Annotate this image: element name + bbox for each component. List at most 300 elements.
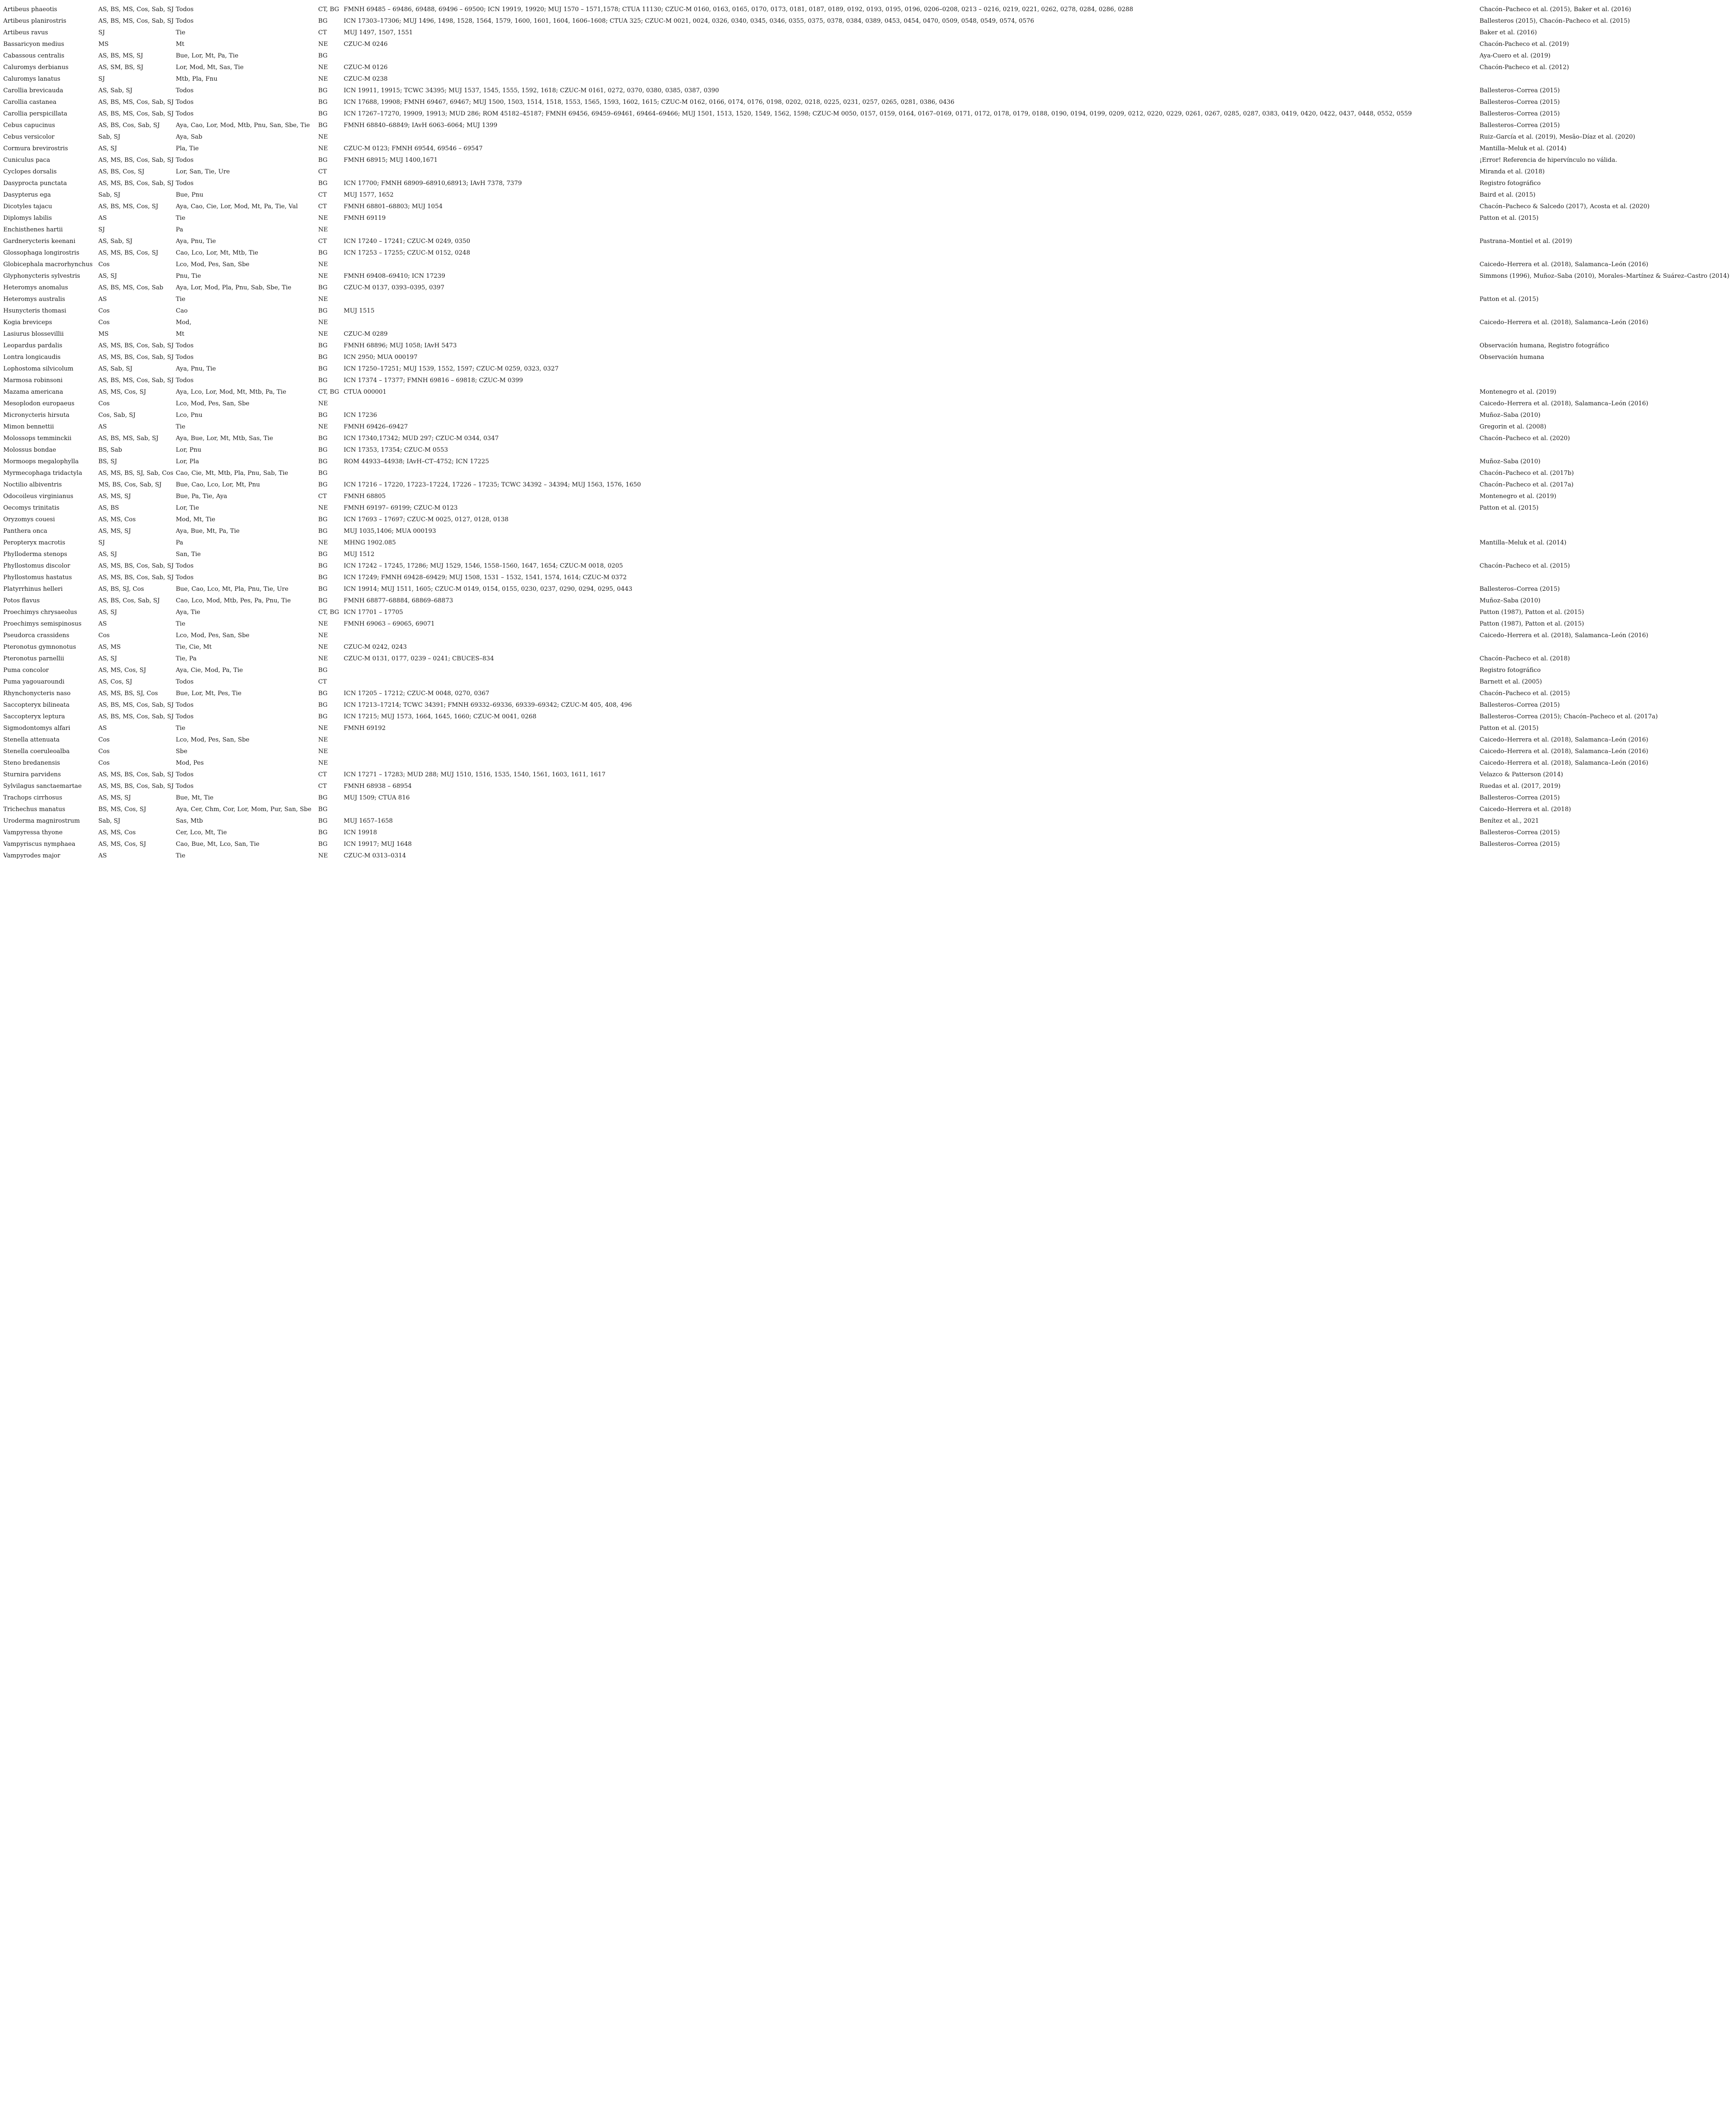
category-cell: BG (318, 551, 328, 558)
species-cell: Gardnerycteris keenani (3, 238, 76, 245)
habitats-cell: Mod, (176, 319, 192, 326)
habitats-cell: Aya, Pnu, Tie (176, 365, 216, 372)
species-cell: Phylloderma stenops (3, 551, 67, 558)
table-row (0, 178, 1736, 189)
category-cell: BG (318, 122, 328, 129)
habitats-cell: Todos (176, 110, 194, 117)
table-row (0, 352, 1736, 363)
species-cell: Cuniculus paca (3, 157, 50, 164)
category-cell: BG (318, 342, 328, 349)
category-cell: NE (318, 760, 328, 767)
category-cell: NE (318, 296, 328, 303)
species-cell: Artibeus ravus (3, 29, 48, 36)
references-cell: Chacón–Pacheco et al. (2017b) (1480, 470, 1574, 477)
table-row (0, 27, 1736, 38)
habitats-cell: Aya, Bue, Lor, Mt, Mtb, Sas, Tie (176, 435, 273, 442)
habitats-cell: Todos (176, 678, 194, 685)
table-row (0, 120, 1736, 131)
category-cell: CT (318, 493, 327, 500)
regions-cell: AS, Sab, SJ (98, 87, 133, 94)
table-row (0, 62, 1736, 73)
category-cell: BG (318, 99, 328, 106)
category-cell: BG (318, 377, 328, 384)
table-row (0, 131, 1736, 143)
vouchers-cell: ICN 17303–17306; MUJ 1496, 1498, 1528, 1564, 1579, 1600, 1601, 1604, 1606–1608; CTUA 325; CZUC-M 0021, 0024, 0326, 0340, 0345, 0346, 0355, 0375, 0378, 0384, 0389, 0453, 0454, 0470, 0509, 0548, 0549, 0574, 0576 (344, 18, 1034, 25)
category-cell: NE (318, 64, 328, 71)
table-row (0, 270, 1736, 282)
references-cell: Patton et al. (2015) (1480, 215, 1539, 222)
species-cell: Lasiurus blossevillii (3, 331, 64, 338)
table-row (0, 583, 1736, 595)
references-cell: Chacón–Pacheco et al. (2015) (1480, 690, 1570, 697)
species-cell: Carollia castanea (3, 99, 57, 106)
species-cell: Mazama americana (3, 389, 64, 396)
table-row (0, 711, 1736, 723)
species-cell: Cyclopes dorsalis (3, 168, 57, 175)
habitats-cell: Tie (176, 423, 186, 430)
table-row (0, 50, 1736, 62)
regions-cell: SJ (98, 76, 105, 83)
species-cell: Caluromys derbianus (3, 64, 69, 71)
category-cell: NE (318, 319, 328, 326)
vouchers-cell: FMNH 69197– 69199; CZUC-M 0123 (344, 505, 458, 512)
vouchers-cell: CZUC-M 0131, 0177, 0239 – 0241; CBUCES–834 (344, 655, 494, 662)
species-cell: Phyllostomus discolor (3, 563, 70, 569)
references-cell: Chacón–Pacheco & Salcedo (2017), Acosta et al. (2020) (1480, 203, 1650, 210)
regions-cell: Cos (98, 736, 110, 743)
regions-cell: AS, MS, BS, Cos, SJ (98, 249, 159, 256)
category-cell: BG (318, 110, 328, 117)
species-cell: Pteronotus parnellii (3, 655, 64, 662)
vouchers-cell: CZUC-M 0126 (344, 64, 388, 71)
category-cell: BG (318, 690, 328, 697)
references-cell: Registro fotográfico (1480, 180, 1541, 187)
habitats-cell: Todos (176, 377, 194, 384)
table-row (0, 433, 1736, 444)
regions-cell: SJ (98, 29, 105, 36)
table-row (0, 259, 1736, 270)
category-cell: BG (318, 528, 328, 535)
habitats-cell: Cao (176, 307, 188, 314)
habitats-cell: Todos (176, 342, 194, 349)
table-row (0, 792, 1736, 804)
category-cell: CT (318, 203, 327, 210)
species-cell: Vampyrodes major (3, 852, 60, 859)
regions-cell: AS, BS, MS, SJ (98, 52, 143, 59)
regions-cell: AS, MS, BS, Cos, Sab, SJ (98, 354, 174, 361)
table-row (0, 456, 1736, 467)
species-cell: Marmosa robinsoni (3, 377, 63, 384)
vouchers-cell: ICN 17205 – 17212; CZUC-M 0048, 0270, 0367 (344, 690, 490, 697)
habitats-cell: Todos (176, 783, 194, 790)
table-row (0, 491, 1736, 502)
habitats-cell: Lco, Mod, Pes, San, Sbe (176, 261, 250, 268)
species-cell: Peropteryx macrotis (3, 539, 65, 546)
category-cell: BG (318, 284, 328, 291)
category-cell: BG (318, 354, 328, 361)
regions-cell: AS (98, 423, 107, 430)
vouchers-cell: ICN 17213–17214; TCWC 34391; FMNH 69332–69336, 69339–69342; CZUC-M 405, 408, 496 (344, 702, 632, 709)
vouchers-cell: FMNH 69408–69410; ICN 17239 (344, 273, 445, 280)
species-cell: Sylvilagus sanctaemartae (3, 783, 82, 790)
references-cell: Patton (1987), Patton et al. (2015) (1480, 620, 1584, 627)
vouchers-cell: ICN 17253 – 17255; CZUC-M 0152, 0248 (344, 249, 470, 256)
references-cell: Baker et al. (2016) (1480, 29, 1537, 36)
species-cell: Puma concolor (3, 667, 49, 674)
references-cell: Ballesteros–Correa (2015) (1480, 829, 1560, 836)
species-cell: Vampyressa thyone (3, 829, 63, 836)
regions-cell: AS, MS, Cos, SJ (98, 389, 146, 396)
species-cell: Pteronotus gymnonotus (3, 644, 76, 651)
habitats-cell: Todos (176, 702, 194, 709)
vouchers-cell: ICN 19918 (344, 829, 377, 836)
category-cell: NE (318, 400, 328, 407)
category-cell: CT (318, 29, 327, 36)
category-cell: CT (318, 168, 327, 175)
habitats-cell: Todos (176, 354, 194, 361)
regions-cell: AS, MS, SJ (98, 794, 131, 801)
regions-cell: AS, MS, BS, SJ, Sab, Cos (98, 470, 173, 477)
references-cell: Patton et al. (2015) (1480, 505, 1539, 512)
habitats-cell: Bue, Cao, Lco, Lor, Mt, Pnu (176, 481, 260, 488)
references-cell: Velazco & Patterson (2014) (1480, 771, 1563, 778)
category-cell: CT, BG (318, 6, 340, 13)
habitats-cell: Cao, Bue, Mt, Lco, San, Tie (176, 841, 260, 848)
table-row (0, 143, 1736, 154)
table-row (0, 653, 1736, 665)
vouchers-cell: CZUC-M 0242, 0243 (344, 644, 407, 651)
table-row (0, 15, 1736, 27)
category-cell: BG (318, 249, 328, 256)
category-cell: BG (318, 470, 328, 477)
references-cell: Observación humana, Registro fotográfico (1480, 342, 1609, 349)
references-cell: Aya-Cuero et al. (2019) (1480, 52, 1550, 59)
table-row (0, 699, 1736, 711)
regions-cell: AS, Sab, SJ (98, 365, 133, 372)
habitats-cell: Tie (176, 852, 186, 859)
species-cell: Mormoops megalophylla (3, 458, 79, 465)
references-cell: Ballesteros–Correa (2015); Chacón–Pacheco et al. (2017a) (1480, 713, 1658, 720)
vouchers-cell: ICN 19911, 19915; TCWC 34395; MUJ 1537, 1545, 1555, 1592, 1618; CZUC-M 0161, 0272, 0370, 0380, 0385, 0387, 0390 (344, 87, 719, 94)
vouchers-cell: ICN 17353, 17354; CZUC-M 0553 (344, 447, 448, 454)
vouchers-cell: MUJ 1512 (344, 551, 375, 558)
references-cell: Ballesteros (2015), Chacón–Pacheco et al. (2015) (1480, 18, 1630, 25)
category-cell: NE (318, 226, 328, 233)
references-cell: Ruiz–García et al. (2019), Mesão–Díaz et al. (2020) (1480, 134, 1635, 141)
references-cell: ¡Error! Referencia de hipervínculo no válida. (1480, 157, 1617, 164)
regions-cell: Cos, Sab, SJ (98, 412, 136, 419)
species-cell: Uroderma magnirostrum (3, 818, 80, 825)
references-cell: Chacón–Pacheco et al. (2018) (1480, 655, 1570, 662)
table-row (0, 525, 1736, 537)
table-row (0, 734, 1736, 746)
vouchers-cell: MUJ 1657–1658 (344, 818, 393, 825)
regions-cell: MS (98, 331, 109, 338)
table-row (0, 757, 1736, 769)
habitats-cell: Todos (176, 713, 194, 720)
table-row (0, 247, 1736, 259)
habitats-cell: Cao, Lco, Mod, Mtb, Pes, Pa, Pnu, Tie (176, 597, 291, 604)
category-cell: BG (318, 52, 328, 59)
species-cell: Enchisthenes hartii (3, 226, 63, 233)
table-row (0, 560, 1736, 572)
vouchers-cell: CZUC-M 0289 (344, 331, 388, 338)
table-row (0, 665, 1736, 676)
table-row (0, 4, 1736, 15)
habitats-cell: Todos (176, 6, 194, 13)
species-cell: Heteromys anomalus (3, 284, 68, 291)
regions-cell: BS, MS, Cos, SJ (98, 806, 147, 813)
habitats-cell: Lor, Mod, Mt, Sas, Tie (176, 64, 244, 71)
regions-cell: AS, MS, SJ (98, 493, 131, 500)
regions-cell: AS, MS, Cos, SJ (98, 667, 146, 674)
table-row (0, 467, 1736, 479)
category-cell: BG (318, 87, 328, 94)
vouchers-cell: MUJ 1035,1406; MUA 000193 (344, 528, 436, 535)
species-cell: Diplomys labilis (3, 215, 52, 222)
habitats-cell: Bue, Pnu (176, 192, 204, 198)
table-row (0, 827, 1736, 838)
species-cell: Dasyprocta punctata (3, 180, 67, 187)
habitats-cell: Bue, Pa, Tie, Aya (176, 493, 227, 500)
category-cell: NE (318, 273, 328, 280)
table-row (0, 305, 1736, 317)
table-row (0, 398, 1736, 409)
vouchers-cell: ICN 17701 – 17705 (344, 609, 404, 616)
regions-cell: AS, BS, MS, Cos, Sab, SJ (98, 110, 174, 117)
habitats-cell: Lco, Mod, Pes, San, Sbe (176, 400, 250, 407)
regions-cell: AS, MS, BS, Cos, Sab, SJ (98, 771, 174, 778)
table-row (0, 746, 1736, 757)
habitats-cell: Todos (176, 771, 194, 778)
references-cell: Barnett et al. (2005) (1480, 678, 1542, 685)
table-row (0, 317, 1736, 328)
references-cell: Mantilla–Meluk et al. (2014) (1480, 539, 1567, 546)
category-cell: NE (318, 423, 328, 430)
category-cell: NE (318, 215, 328, 222)
category-cell: NE (318, 655, 328, 662)
species-cell: Trichechus manatus (3, 806, 65, 813)
category-cell: NE (318, 632, 328, 639)
table-row (0, 73, 1736, 85)
table-row (0, 769, 1736, 780)
species-cell: Pseudorca crassidens (3, 632, 70, 639)
habitats-cell: Tie, Cie, Mt (176, 644, 212, 651)
vouchers-cell: FMNH 69426–69427 (344, 423, 408, 430)
habitats-cell: Aya, Lor, Mod, Pla, Pnu, Sab, Sbe, Tie (176, 284, 292, 291)
category-cell: NE (318, 620, 328, 627)
references-cell: Caicedo–Herrera et al. (2018) (1480, 806, 1571, 813)
table-row (0, 212, 1736, 224)
table-row (0, 340, 1736, 352)
regions-cell: AS, SM, BS, SJ (98, 64, 143, 71)
vouchers-cell: MUJ 1515 (344, 307, 375, 314)
regions-cell: AS, BS, MS, Cos, SJ (98, 203, 159, 210)
references-cell: Ballesteros–Correa (2015) (1480, 586, 1560, 593)
habitats-cell: Tie, Pa (176, 655, 197, 662)
vouchers-cell: CZUC-M 0238 (344, 76, 388, 83)
habitats-cell: Cao, Cie, Mt, Mtb, Pla, Pnu, Sab, Tie (176, 470, 288, 477)
references-cell: Chacón–Pacheco et al. (2017a) (1480, 481, 1574, 488)
references-cell: Observación humana (1480, 354, 1544, 361)
category-cell: BG (318, 157, 328, 164)
table-row (0, 815, 1736, 827)
species-cell: Carollia brevicauda (3, 87, 64, 94)
regions-cell: AS, MS, Cos (98, 516, 136, 523)
vouchers-cell: ICN 17688, 19908; FMNH 69467, 69467; MUJ 1500, 1503, 1514, 1518, 1553, 1565, 1593, 1602, 1615; CZUC-M 0162, 0166, 0174, 0176, 0198, 0202, 0218, 0225, 0231, 0257, 0265, 0281, 0386, 0436 (344, 99, 954, 106)
regions-cell: AS, BS (98, 505, 119, 512)
habitats-cell: Lor, Pnu (176, 447, 202, 454)
regions-cell: AS, Cos, SJ (98, 678, 132, 685)
references-cell: Muñoz–Saba (2010) (1480, 412, 1541, 419)
habitats-cell: Todos (176, 99, 194, 106)
references-cell: Benítez et al., 2021 (1480, 818, 1539, 825)
category-cell: BG (318, 458, 328, 465)
regions-cell: SJ (98, 226, 105, 233)
habitats-cell: Tie (176, 296, 186, 303)
references-cell: Chacón–Pacheco et al. (2015), Baker et al. (2016) (1480, 6, 1631, 13)
regions-cell: Cos (98, 748, 110, 755)
regions-cell: Cos (98, 632, 110, 639)
category-cell: NE (318, 331, 328, 338)
species-cell: Heteromys australis (3, 296, 65, 303)
references-cell: Ballesteros–Correa (2015) (1480, 702, 1560, 709)
regions-cell: Cos (98, 307, 110, 314)
species-cell: Noctilio albiventris (3, 481, 62, 488)
references-cell: Patton et al. (2015) (1480, 296, 1539, 303)
vouchers-cell: MUJ 1497, 1507, 1551 (344, 29, 413, 36)
species-cell: Stenella attenuata (3, 736, 60, 743)
habitats-cell: Pa (176, 539, 183, 546)
regions-cell: AS, BS, Cos, Sab, SJ (98, 122, 160, 129)
regions-cell: Cos (98, 319, 110, 326)
table-row (0, 421, 1736, 433)
references-cell: Ruedas et al. (2017, 2019) (1480, 783, 1561, 790)
category-cell: BG (318, 516, 328, 523)
species-cell: Glyphonycteris sylvestris (3, 273, 80, 280)
habitats-cell: Aya, Cao, Lor, Mod, Mtb, Pnu, San, Sbe, Tie (176, 122, 310, 129)
regions-cell: AS, BS, MS, Cos, Sab, SJ (98, 713, 174, 720)
references-cell: Montenegro et al. (2019) (1480, 493, 1557, 500)
references-cell: Caicedo–Herrera et al. (2018), Salamanca–León (2016) (1480, 319, 1648, 326)
references-cell: Ballesteros–Correa (2015) (1480, 794, 1560, 801)
vouchers-cell: FMNH 69063 – 69065, 69071 (344, 620, 435, 627)
regions-cell: AS, SJ (98, 609, 117, 616)
species-cell: Mimon bennettii (3, 423, 54, 430)
habitats-cell: Mt (176, 331, 185, 338)
category-cell: CT (318, 771, 327, 778)
regions-cell: SJ (98, 539, 105, 546)
vouchers-cell: FMNH 68938 – 68954 (344, 783, 412, 790)
table-row (0, 607, 1736, 618)
habitats-cell: Mt (176, 41, 185, 48)
references-cell: Ballesteros–Correa (2015) (1480, 122, 1560, 129)
references-cell: Caicedo–Herrera et al. (2018), Salamanca–León (2016) (1480, 400, 1648, 407)
category-cell: CT, BG (318, 389, 340, 396)
table-row (0, 850, 1736, 862)
habitats-cell: Todos (176, 87, 194, 94)
regions-cell: AS, MS, BS, Cos, Sab, SJ (98, 574, 174, 581)
species-cell: Caluromys lanatus (3, 76, 61, 83)
references-cell: Ballesteros–Correa (2015) (1480, 110, 1560, 117)
regions-cell: AS, BS, MS, Cos, Sab, SJ (98, 702, 174, 709)
species-cell: Dicotyles tajacu (3, 203, 52, 210)
species-cell: Saccopteryx leptura (3, 713, 65, 720)
habitats-cell: Pa (176, 226, 183, 233)
regions-cell: AS (98, 296, 107, 303)
vouchers-cell: ICN 19917; MUJ 1648 (344, 841, 412, 848)
category-cell: BG (318, 806, 328, 813)
references-cell: Caicedo–Herrera et al. (2018), Salamanca–León (2016) (1480, 760, 1648, 767)
table-row (0, 96, 1736, 108)
table-row (0, 375, 1736, 386)
category-cell: BG (318, 18, 328, 25)
vouchers-cell: ICN 17700; FMNH 68909–68910,68913; IAvH 7378, 7379 (344, 180, 522, 187)
references-cell: Caicedo–Herrera et al. (2018), Salamanca–León (2016) (1480, 748, 1648, 755)
category-cell: BG (318, 818, 328, 825)
vouchers-cell: FMNH 69192 (344, 725, 386, 732)
regions-cell: AS, SJ (98, 551, 117, 558)
references-cell: Ballesteros–Correa (2015) (1480, 87, 1560, 94)
regions-cell: AS, MS, BS, SJ, Cos (98, 690, 158, 697)
regions-cell: AS, BS, MS, Cos, Sab, SJ (98, 6, 174, 13)
vouchers-cell: ICN 17693 – 17697; CZUC-M 0025, 0127, 0128, 0138 (344, 516, 509, 523)
regions-cell: AS, MS, BS, Cos, Sab, SJ (98, 783, 174, 790)
habitats-cell: Todos (176, 574, 194, 581)
habitats-cell: Sbe (176, 748, 187, 755)
references-cell: Patton (1987), Patton et al. (2015) (1480, 609, 1584, 616)
category-cell: BG (318, 586, 328, 593)
species-cell: Myrmecophaga tridactyla (3, 470, 83, 477)
vouchers-cell: FMNH 68805 (344, 493, 386, 500)
regions-cell: AS, BS, MS, Cos, Sab, SJ (98, 18, 174, 25)
species-cell: Artibeus planirostris (3, 18, 66, 25)
references-cell: Simmons (1996), Muñoz–Saba (2010), Morales–Martínez & Suárez–Castro (2014) (1480, 273, 1730, 280)
habitats-cell: Tie (176, 620, 186, 627)
species-cell: Mesoplodon europaeus (3, 400, 75, 407)
table-row (0, 595, 1736, 607)
category-cell: BG (318, 713, 328, 720)
species-cell: Puma yagouaroundi (3, 678, 64, 685)
references-cell: Mantilla–Meluk et al. (2014) (1480, 145, 1567, 152)
category-cell: BG (318, 841, 328, 848)
category-cell: NE (318, 852, 328, 859)
regions-cell: AS (98, 852, 107, 859)
habitats-cell: Lco, Mod, Pes, San, Sbe (176, 736, 250, 743)
category-cell: NE (318, 539, 328, 546)
species-cell: Proechimys chrysaeolus (3, 609, 77, 616)
species-cell: Carollia perspicillata (3, 110, 67, 117)
species-cell: Stenella coeruleoalba (3, 748, 70, 755)
table-row (0, 38, 1736, 50)
category-cell: NE (318, 41, 328, 48)
table-row (0, 363, 1736, 375)
habitats-cell: San, Tie (176, 551, 201, 558)
habitats-cell: Aya, Sab (176, 134, 203, 141)
vouchers-cell: ICN 17236 (344, 412, 377, 419)
table-row (0, 549, 1736, 560)
habitats-cell: Pla, Tie (176, 145, 199, 152)
regions-cell: AS, SJ (98, 655, 117, 662)
category-cell: BG (318, 829, 328, 836)
references-cell: Ballesteros–Correa (2015) (1480, 99, 1560, 106)
table-row (0, 444, 1736, 456)
species-cell: Saccopteryx bilineata (3, 702, 70, 709)
vouchers-cell: CZUC-M 0246 (344, 41, 388, 48)
references-cell: Caicedo–Herrera et al. (2018), Salamanca–León (2016) (1480, 261, 1648, 268)
habitats-cell: Lor, Tie (176, 505, 199, 512)
species-cell: Rhynchonycteris naso (3, 690, 71, 697)
